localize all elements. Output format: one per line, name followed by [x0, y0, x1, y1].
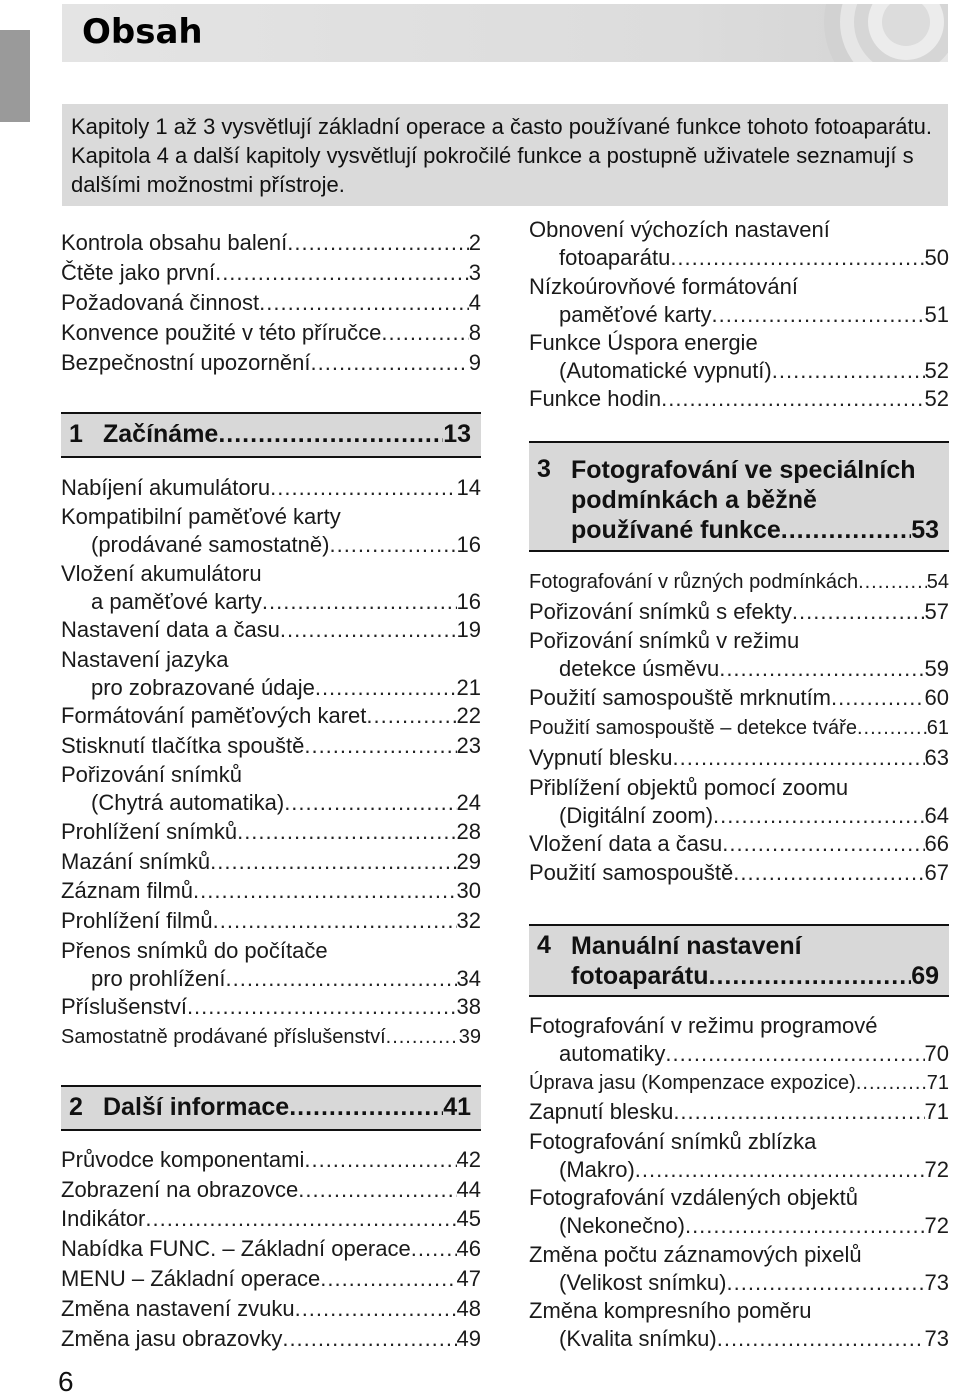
toc-entry[interactable]: Pořizování snímků v režimu detekce úsměvu ..... 59 [529, 627, 949, 683]
toc-entry[interactable]: Změna jasu obrazovky ..... 49 [61, 1325, 481, 1353]
page-title: Obsah [82, 12, 203, 52]
toc-entry[interactable]: Průvodce komponentami ..... 42 [61, 1146, 481, 1174]
toc-entry[interactable]: Prohlížení snímků ..... 28 [61, 818, 481, 846]
toc-entry[interactable]: Kompatibilní paměťové karty (prodávané samostatně) ..... 16 [61, 503, 481, 559]
toc-entry[interactable]: Nastavení data a času ..... 19 [61, 616, 481, 644]
toc-entry[interactable]: Kontrola obsahu balení ..... 2 [61, 229, 481, 257]
toc-entry[interactable]: Samostatně prodávané příslušenství ..... 39 [61, 1023, 481, 1051]
toc-entry[interactable]: Přiblížení objektů pomocí zoomu (Digitální zoom) ..... 64 [529, 774, 949, 830]
toc-entry[interactable]: Fotografování vzdálených objektů (Nekonečno) ..... 72 [529, 1184, 949, 1240]
toc-entry[interactable]: Požadovaná činnost ..... 4 [61, 289, 481, 317]
toc-entry[interactable]: Obnovení výchozích nastavení fotoaparátu ..... 50 [529, 216, 949, 272]
toc-entry[interactable]: Nabídka FUNC. – Základní operace ..... 46 [61, 1235, 481, 1263]
chapter-1-heading[interactable]: 1 Začínáme ..... 13 [61, 412, 481, 458]
toc-entry[interactable]: Použití samospouště mrknutím ..... 60 [529, 684, 949, 712]
toc-entry[interactable]: Změna kompresního poměru (Kvalita snímku) ..... 73 [529, 1297, 949, 1353]
toc-entry[interactable]: Nastavení jazyka pro zobrazované údaje ..... 21 [61, 646, 481, 702]
chapter-3-heading[interactable]: 3 Fotografování ve speciálních podmínkách a běžně používané funkce ..... 53 [529, 441, 949, 552]
intro-paragraph: Kapitoly 1 až 3 vysvětlují základní operace a často používané funkce tohoto fotoaparátu. Kapitola 4 a další kapitoly vysvětlují pokročilé funkce a postupně uživatele seznamují s dalšími možnostmi přístroje. [62, 104, 948, 206]
toc-entry[interactable]: Prohlížení filmů ..... 32 [61, 907, 481, 935]
toc-entry[interactable]: Fotografování v režimu programové automatiky ..... 70 [529, 1012, 949, 1068]
toc-entry[interactable]: Funkce hodin ..... 52 [529, 385, 949, 413]
toc-entry[interactable]: Stisknutí tlačítka spouště ..... 23 [61, 732, 481, 760]
toc-entry[interactable]: Funkce Úspora energie (Automatické vypnutí) ..... 52 [529, 329, 949, 385]
toc-entry[interactable]: Nízkoúrovňové formátování paměťové karty ..... 51 [529, 273, 949, 329]
toc-entry[interactable]: Fotografování snímků zblízka (Makro) ..... 72 [529, 1128, 949, 1184]
toc-entry[interactable]: Pořizování snímků s efekty ..... 57 [529, 598, 949, 626]
toc-entry[interactable]: Použití samospouště ..... 67 [529, 859, 949, 887]
toc-entry[interactable]: Použití samospouště – detekce tváře ..... 61 [529, 714, 949, 742]
toc-entry[interactable]: Fotografování v různých podmínkách ..... 54 [529, 568, 949, 596]
toc-entry[interactable]: Přenos snímků do počítače pro prohlížení ..... 34 [61, 937, 481, 993]
toc-entry[interactable]: Formátování paměťových karet ..... 22 [61, 702, 481, 730]
toc-entry[interactable]: MENU – Základní operace ..... 47 [61, 1265, 481, 1293]
title-bar [62, 4, 948, 62]
toc-entry[interactable]: Zapnutí blesku ..... 71 [529, 1098, 949, 1126]
toc-entry[interactable]: Vložení data a času ..... 66 [529, 830, 949, 858]
toc-entry[interactable]: Bezpečnostní upozornění ..... 9 [61, 349, 481, 377]
toc-entry[interactable]: Úprava jasu (Kompenzace expozice) ..... 71 [529, 1069, 949, 1097]
page-number: 6 [58, 1366, 74, 1397]
decorative-rings-icon [728, 4, 948, 62]
toc-entry[interactable]: Indikátor ..... 45 [61, 1205, 481, 1233]
toc-entry[interactable]: Pořizování snímků (Chytrá automatika) ..... 24 [61, 761, 481, 817]
toc-entry[interactable]: Příslušenství ..... 38 [61, 993, 481, 1021]
toc-entry[interactable]: Nabíjení akumulátoru ..... 14 [61, 474, 481, 502]
toc-entry[interactable]: Zobrazení na obrazovce ..... 44 [61, 1176, 481, 1204]
toc-entry[interactable]: Konvence použité v této příručce ..... 8 [61, 319, 481, 347]
side-tab-marker [0, 30, 30, 122]
chapter-2-heading[interactable]: 2 Další informace ..... 41 [61, 1085, 481, 1131]
toc-entry[interactable]: Čtěte jako první ..... 3 [61, 259, 481, 287]
toc-entry[interactable]: Záznam filmů ..... 30 [61, 877, 481, 905]
toc-entry[interactable]: Mazání snímků ..... 29 [61, 848, 481, 876]
toc-entry[interactable]: Změna nastavení zvuku ..... 48 [61, 1295, 481, 1323]
toc-entry[interactable]: Změna počtu záznamových pixelů (Velikost snímku) ..... 73 [529, 1241, 949, 1297]
toc-entry[interactable]: Vypnutí blesku ..... 63 [529, 744, 949, 772]
chapter-4-heading[interactable]: 4 Manuální nastavení fotoaparátu ..... 69 [529, 924, 949, 997]
toc-entry[interactable]: Vložení akumulátoru a paměťové karty ..... 16 [61, 560, 481, 616]
